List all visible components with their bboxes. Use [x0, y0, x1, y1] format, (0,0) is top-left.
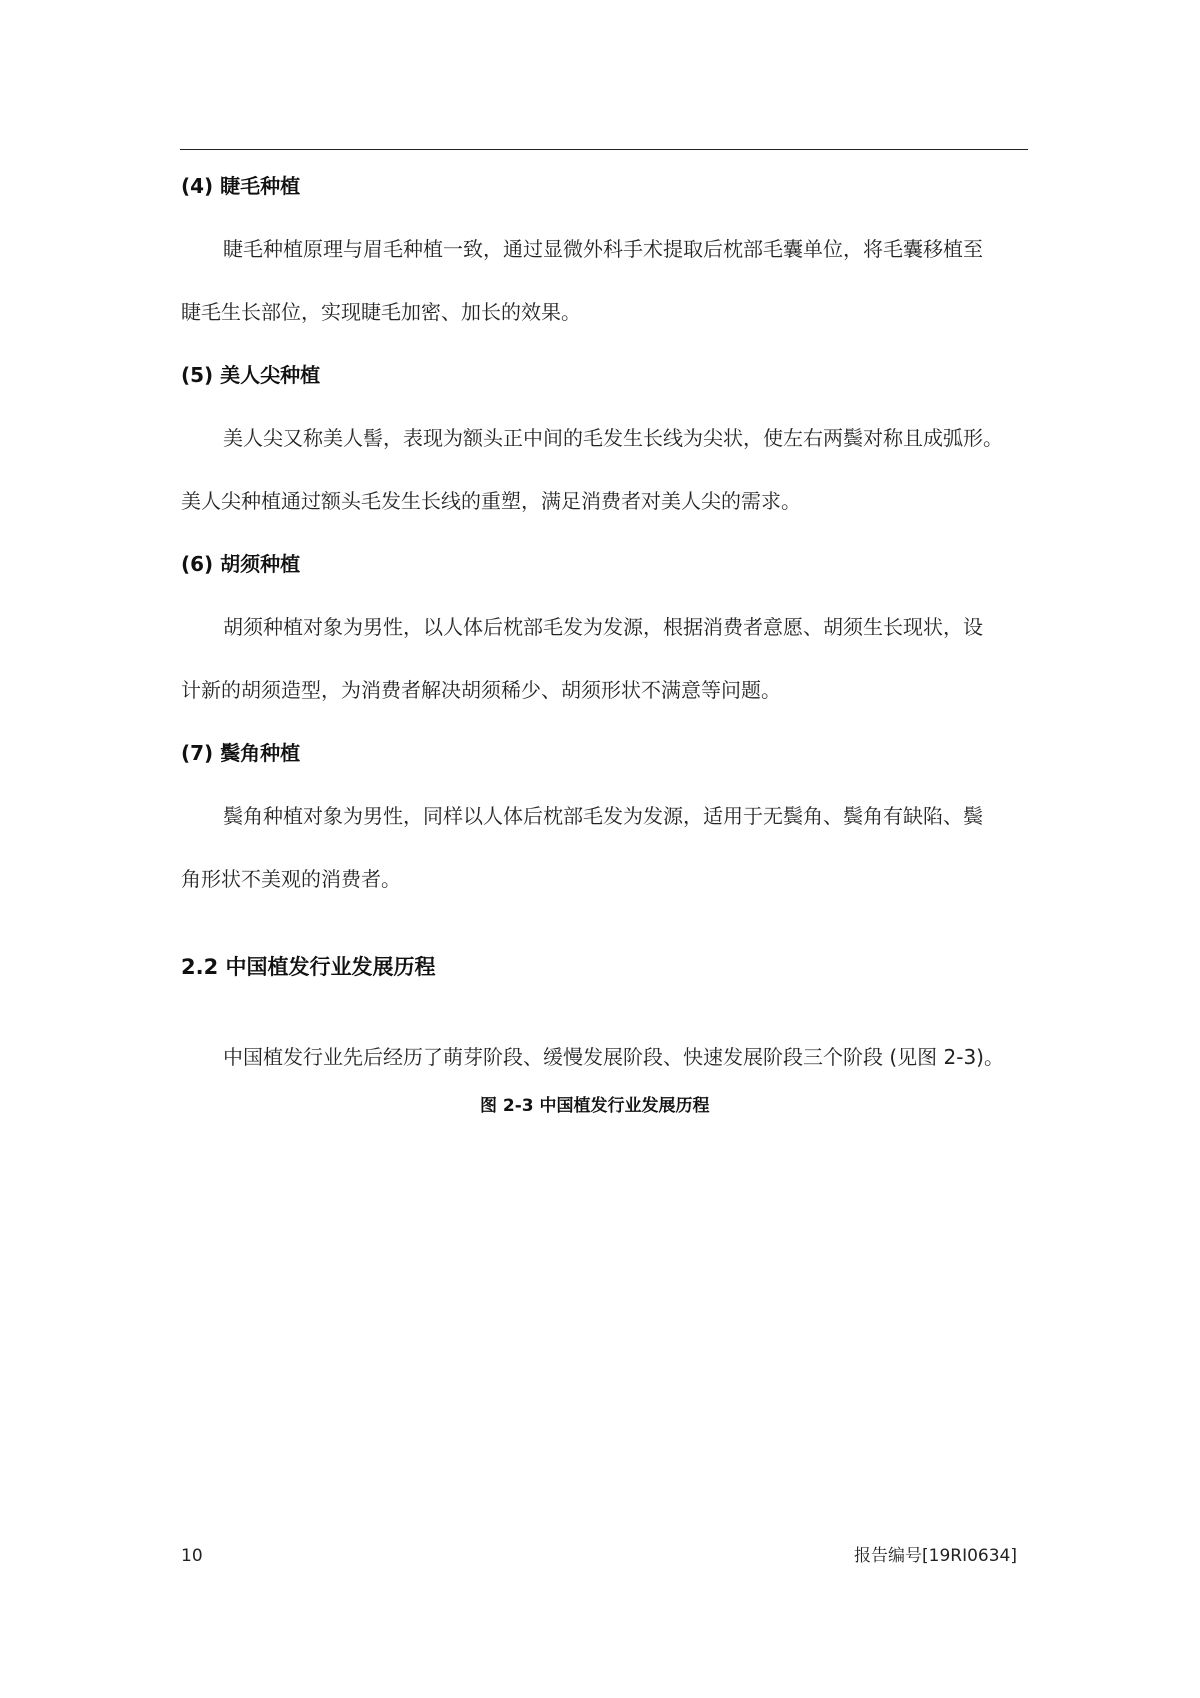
paragraph-line: 睫毛生长部位，实现睫毛加密、加长的效果。 [181, 300, 581, 324]
section-heading-widows-peak: (5) 美人尖种植 [181, 363, 321, 387]
paragraph-line: 鬓角种植对象为男性，同样以人体后枕部毛发为发源，适用于无鬓角、鬓角有缺陷、鬓 [223, 804, 983, 828]
paragraph-line: 美人尖种植通过额头毛发生长线的重塑，满足消费者对美人尖的需求。 [181, 489, 801, 513]
header-rule [180, 149, 1028, 150]
paragraph-line: 角形状不美观的消费者。 [181, 867, 401, 891]
paragraph-line: 睫毛种植原理与眉毛种植一致，通过显微外科手术提取后枕部毛囊单位，将毛囊移植至 [223, 237, 983, 261]
paragraph-line: 计新的胡须造型，为消费者解决胡须稀少、胡须形状不满意等问题。 [181, 678, 781, 702]
chapter-paragraph: 中国植发行业先后经历了萌芽阶段、缓慢发展阶段、快速发展阶段三个阶段 (见图 2-3)。 [223, 1045, 1004, 1069]
section-heading-eyelash: (4) 睫毛种植 [181, 174, 301, 198]
section-heading-beard: (6) 胡须种植 [181, 552, 301, 576]
figure-caption: 图 2-3 中国植发行业发展历程 [480, 1096, 710, 1116]
page-number: 10 [181, 1546, 203, 1566]
section-heading-sideburns: (7) 鬓角种植 [181, 741, 301, 765]
paragraph-line: 胡须种植对象为男性，以人体后枕部毛发为发源，根据消费者意愿、胡须生长现状，设 [223, 615, 983, 639]
chapter-heading: 2.2 中国植发行业发展历程 [181, 955, 436, 979]
report-id: 报告编号[19RI0634] [854, 1546, 1017, 1566]
paragraph-line: 美人尖又称美人髻，表现为额头正中间的毛发生长线为尖状，使左右两鬓对称且成弧形。 [223, 426, 1003, 450]
